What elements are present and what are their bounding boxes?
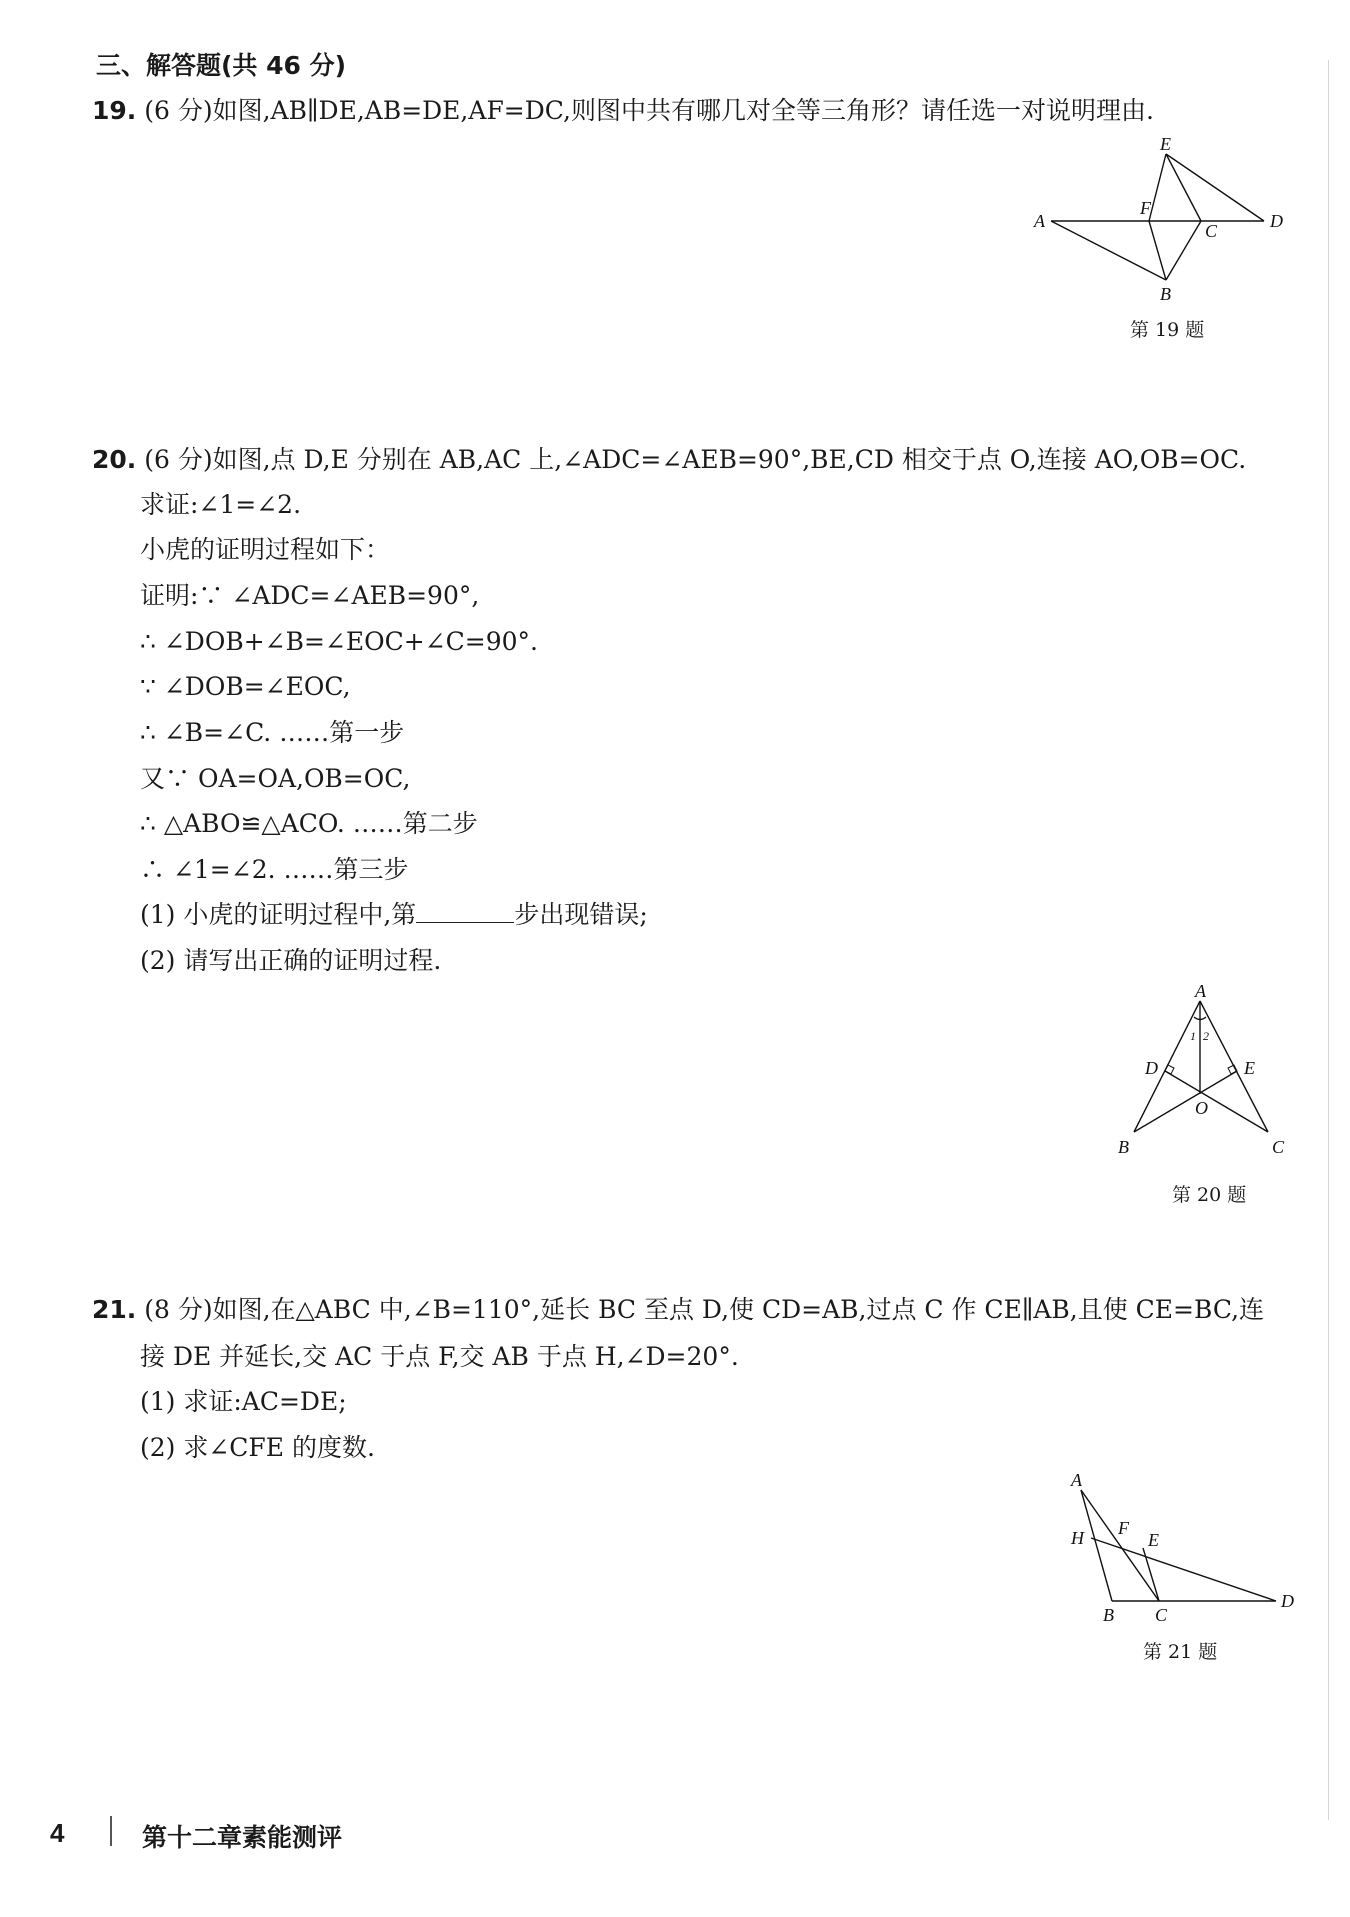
question-19-number: 19. <box>92 96 137 125</box>
margin-rule <box>1328 60 1329 1820</box>
fig20-label-2: 2 <box>1203 1029 1209 1043</box>
q20-line-6: ∴ ∠B=∠C. ……第一步 <box>140 718 405 747</box>
fig20-label-a: A <box>1195 981 1206 1001</box>
fig21-label-f: F <box>1118 1518 1129 1538</box>
figure-19 <box>1030 134 1290 310</box>
question-21-text-1: (8 分)如图,在△ABC 中,∠B=110°,延长 BC 至点 D,使 CD=AB,过点 C 作 CE∥AB,且使 CE=BC,连 <box>144 1295 1265 1324</box>
fig21-label-b: B <box>1103 1605 1114 1625</box>
figure-21 <box>1055 1470 1305 1625</box>
q20-line-1: 求证:∠1=∠2. <box>140 490 302 519</box>
q20-sub1 <box>140 898 648 932</box>
q20-line-2: 小虎的证明过程如下： <box>140 535 391 564</box>
question-19-text: (6 分)如图,AB∥DE,AB=DE,AF=DC,则图中共有哪几对全等三角形？请任选一对说明理由. <box>144 96 1154 125</box>
question-20 <box>92 443 1246 477</box>
question-20-number: 20. <box>92 445 137 474</box>
fig19-label-e: E <box>1160 134 1171 154</box>
q21-sub1: (1) 求证:AC=DE; <box>140 1387 347 1416</box>
question-20-text: (6 分)如图,点 D,E 分别在 AB,AC 上,∠ADC=∠AEB=90°,BE,CD 相交于点 O,连接 AO,OB=OC. <box>144 445 1247 474</box>
answer-blank[interactable] <box>416 900 514 923</box>
fig20-label-c: C <box>1272 1137 1285 1157</box>
question-21-text-2: 接 DE 并延长,交 AC 于点 F,交 AB 于点 H,∠D=20°. <box>140 1342 739 1371</box>
q20-line-5: ∵ ∠DOB=∠EOC, <box>140 672 351 701</box>
q20-sub1-after: 步出现错误; <box>514 900 648 929</box>
figure-21-caption: 第 21 题 <box>1143 1641 1218 1663</box>
fig21-label-c: C <box>1155 1605 1168 1625</box>
fig21-label-h: H <box>1071 1528 1084 1548</box>
q21-sub2: (2) 求∠CFE 的度数. <box>140 1433 375 1462</box>
q20-line-8: ∴ △ABO≌△ACO. ……第二步 <box>140 809 478 838</box>
q20-line-4: ∴ ∠DOB+∠B=∠EOC+∠C=90°. <box>140 627 538 656</box>
figure-19-caption: 第 19 题 <box>1130 319 1205 341</box>
fig21-label-d: D <box>1281 1591 1294 1611</box>
question-19 <box>92 94 1154 128</box>
fig19-label-f: F <box>1140 198 1151 218</box>
section-title: 三、解答题(共 46 分) <box>96 51 347 80</box>
figure-20-caption: 第 20 题 <box>1172 1184 1247 1206</box>
fig19-label-c: C <box>1205 221 1218 241</box>
fig21-label-e: E <box>1148 1530 1159 1550</box>
figure-20 <box>1110 981 1310 1165</box>
fig20-label-b: B <box>1118 1137 1129 1157</box>
fig19-label-a: A <box>1034 211 1045 231</box>
q20-sub1-before: (1) 小虎的证明过程中,第 <box>140 900 417 929</box>
fig19-label-d: D <box>1270 211 1283 231</box>
question-21-number: 21. <box>92 1295 137 1324</box>
q20-line-3: 证明:∵ ∠ADC=∠AEB=90°, <box>140 581 480 610</box>
q20-sub2: (2) 请写出正确的证明过程. <box>140 946 442 975</box>
fig20-label-o: O <box>1195 1098 1208 1118</box>
q20-line-9: ∴ ∠1=∠2. ……第三步 <box>140 855 409 884</box>
fig21-label-a: A <box>1071 1470 1082 1490</box>
fig20-label-e: E <box>1244 1058 1255 1078</box>
fig20-label-d: D <box>1145 1058 1158 1078</box>
page-number: 4 <box>50 1818 65 1848</box>
chapter-title: 第十二章素能测评 <box>142 1823 343 1852</box>
fig19-label-b: B <box>1160 284 1171 304</box>
footer-divider <box>110 1816 112 1846</box>
question-21 <box>92 1293 1264 1327</box>
fig20-label-1: 1 <box>1190 1029 1196 1043</box>
q20-line-7: 又∵ OA=OA,OB=OC, <box>140 764 411 793</box>
